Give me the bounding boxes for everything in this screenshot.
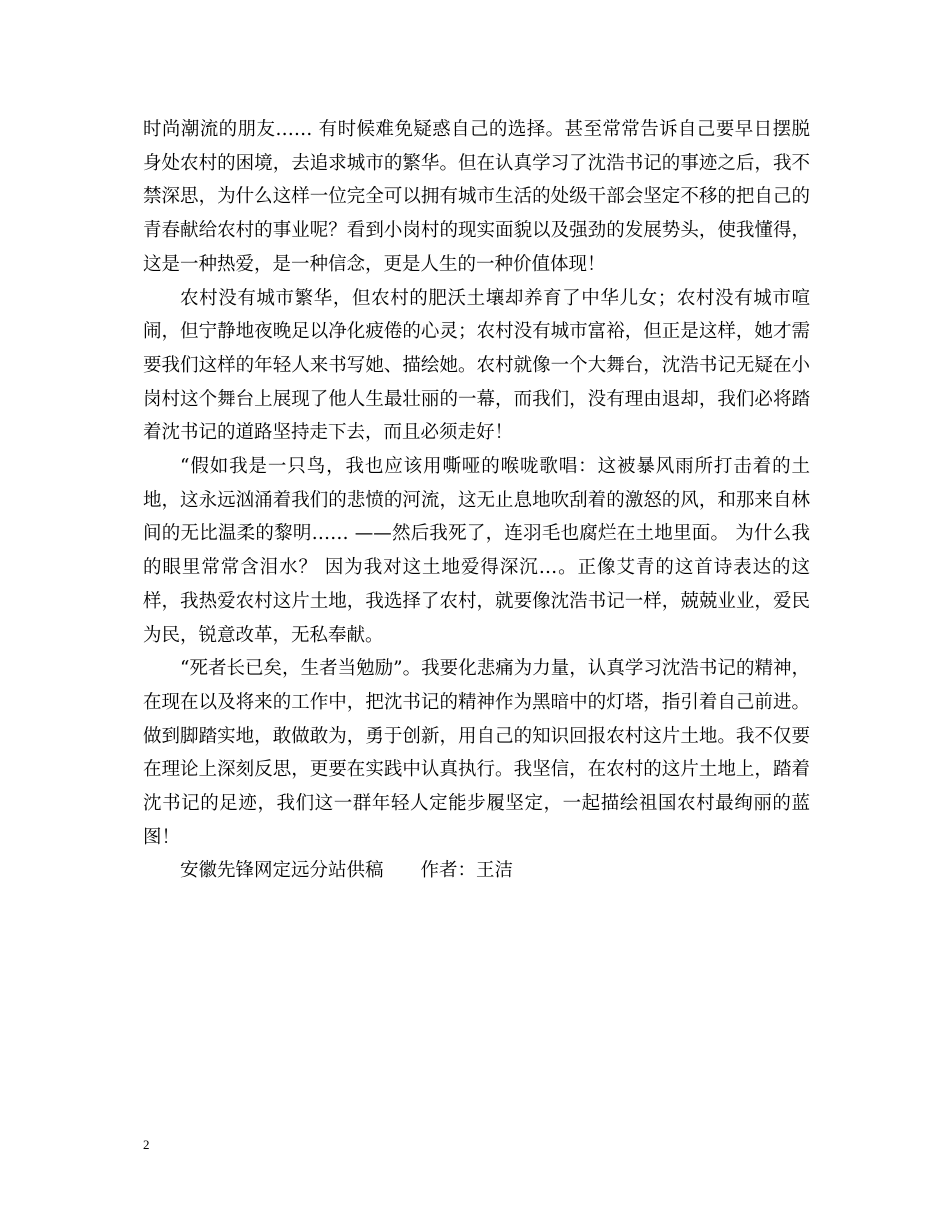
paragraph-3: “假如我是一只鸟，我也应该用嘶哑的喉咙歌唱：这被暴风雨所打击着的土地，这永远汹涌着我们的悲愤的河流，这无止息地吹刮着的激怒的风，和那来自林间的无比温柔的黎明…… ——然后我死了，连羽毛也腐烂在土地里面。 为什么我的眼里常常含泪水？ 因为我对这土地爱得深沉…。正像艾青的这首诗表达的这样，我热爱农村这片土地，我选择了农村，就要像沈浩书记一样，兢兢业业，爱民为民，锐意改革，无私奉献。 [143, 456, 810, 646]
page-number: 2 [143, 1137, 150, 1152]
paragraph-2: 农村没有城市繁华，但农村的肥沃土壤却养育了中华儿女；农村没有城市喧闹，但宁静地夜晚足以净化疲倦的心灵；农村没有城市富裕，但正是这样，她才需要我们这样的年轻人来书写她、描绘她。农村就像一个大舞台，沈浩书记无疑在小岗村这个舞台上展现了他人生最壮丽的一幕，而我们，没有理由退却，我们必将踏着沈书记的道路坚持走下去，而且必须走好！ [143, 287, 810, 444]
author-credit: 安徽先锋网定远分站供稿 作者：王洁 [180, 860, 514, 882]
document-body [143, 113, 810, 888]
paragraph-1: 时尚潮流的朋友…… 有时候难免疑惑自己的选择。甚至常常告诉自己要早日摆脱身处农村的困境，去追求城市的繁华。但在认真学习了沈浩书记的事迹之后，我不禁深思，为什么这样一位完全可以拥有城市生活的处级干部会坚定不移的把自己的青春献给农村的事业呢？看到小岗村的现实面貌以及强劲的发展势头，使我懂得，这是一种热爱，是一种信念，更是人生的一种价值体现！ [143, 119, 810, 275]
paragraph-4: “死者长已矣，生者当勉励”。我要化悲痛为力量，认真学习沈浩书记的精神，在现在以及将来的工作中，把沈书记的精神作为黑暗中的灯塔，指引着自己前进。做到脚踏实地，敢做敢为，勇于创新，用自己的知识回报农村这片土地。我不仅要在理论上深刻反思，更要在实践中认真执行。我坚信，在农村的这片土地上，踏着沈书记的足迹，我们这一群年轻人定能步履坚定，一起描绘祖国农村最绚丽的蓝图！ [143, 658, 810, 848]
